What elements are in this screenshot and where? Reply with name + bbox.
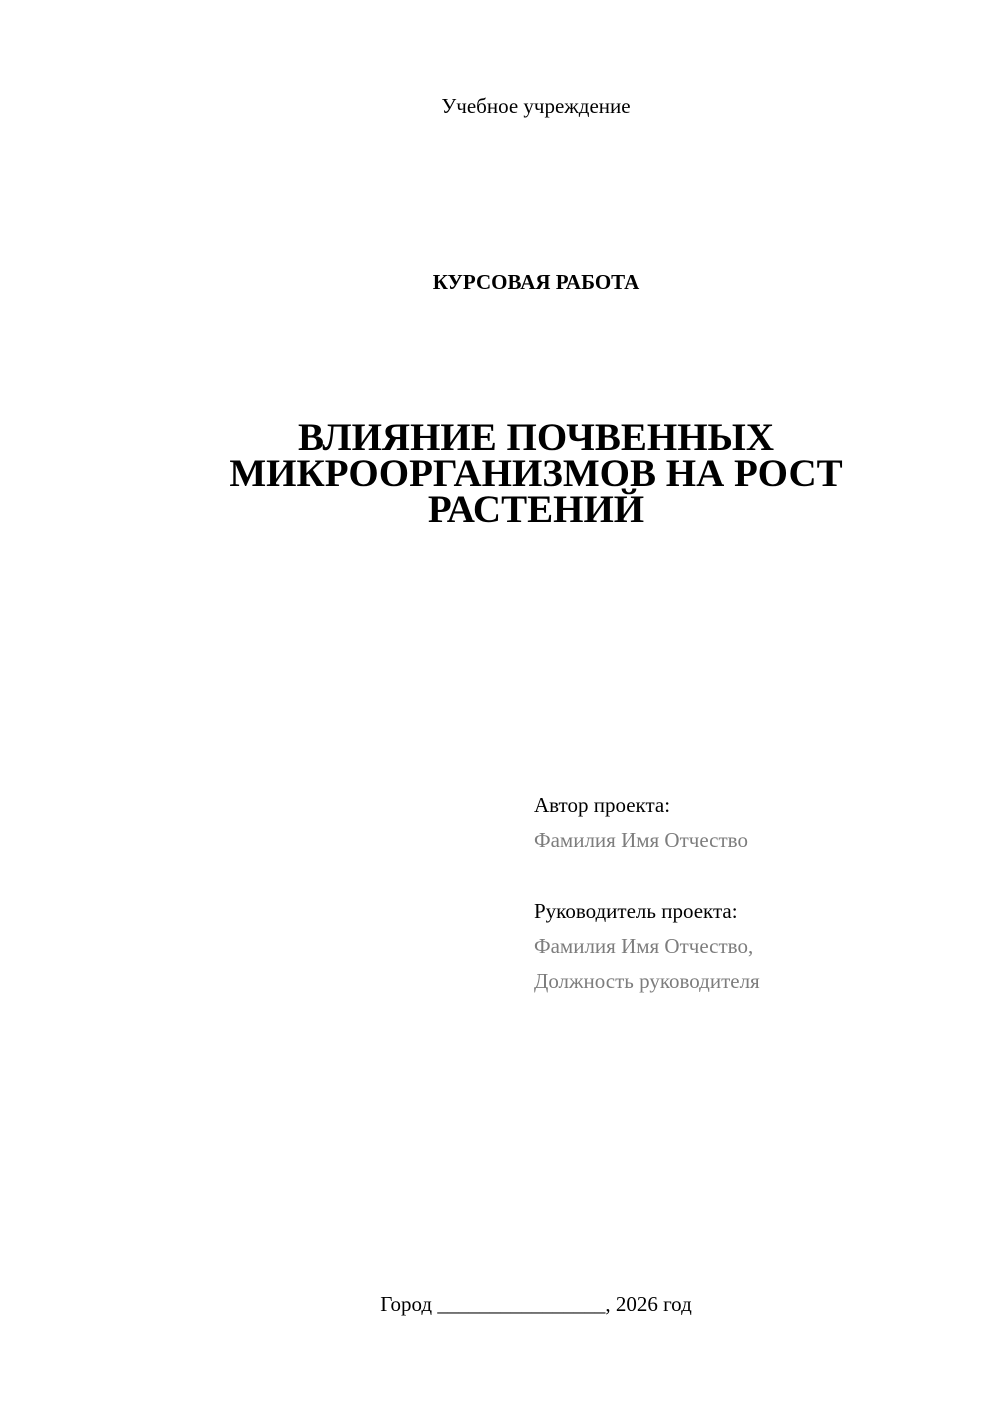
author-label: Автор проекта:	[534, 793, 671, 817]
work-type-heading: КУРСОВАЯ РАБОТА	[432, 270, 640, 294]
author-name: Фамилия Имя Отчество	[534, 828, 748, 852]
supervisor-label: Руководитель проекта:	[534, 899, 738, 923]
supervisor-position: Должность руководителя	[534, 969, 760, 993]
project-info-block	[534, 788, 974, 999]
city-year-line: Город ________________, 2026 год	[380, 1292, 692, 1316]
document-title	[200, 416, 872, 531]
title-line-3: РАСТЕНИЙ	[427, 488, 645, 531]
title-line-2: МИКРООРГАНИЗМОВ НА РОСТ	[229, 452, 843, 495]
supervisor-name: Фамилия Имя Отчество,	[534, 934, 754, 958]
info-spacer	[534, 858, 974, 894]
institution-name: Учебное учреждение	[441, 94, 631, 118]
title-line-1: ВЛИЯНИЕ ПОЧВЕННЫХ	[298, 416, 774, 459]
